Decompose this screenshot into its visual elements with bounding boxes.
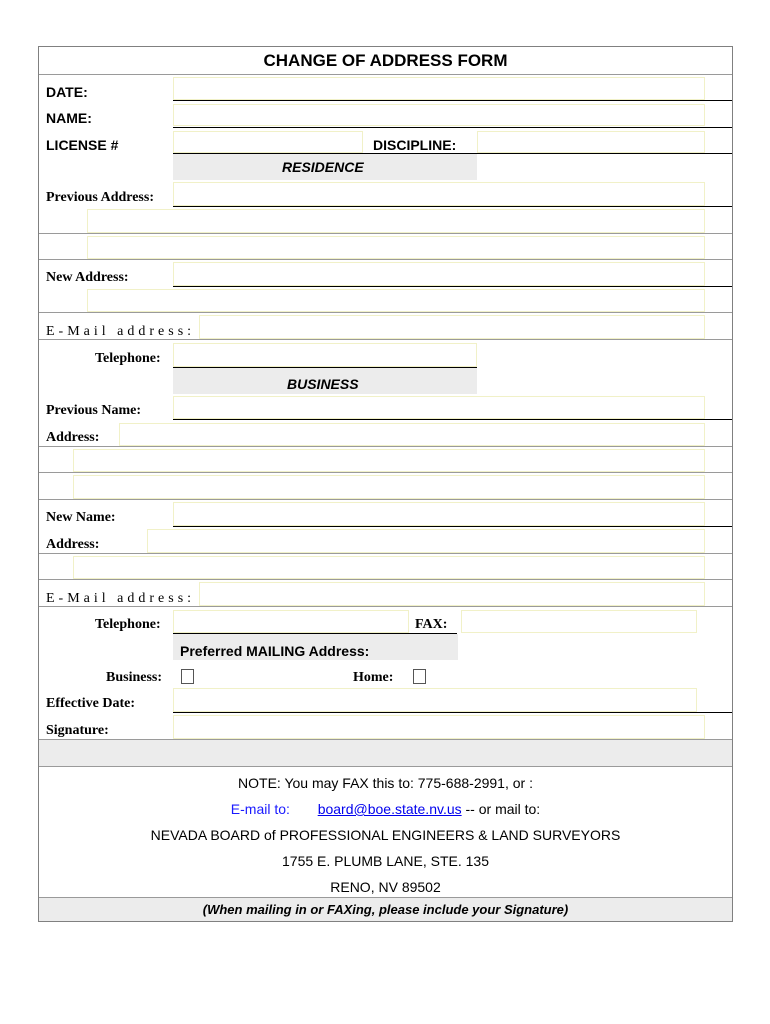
new-business-address-line2-field[interactable] [73, 556, 705, 579]
change-of-address-form [38, 46, 733, 922]
telephone-business-field[interactable] [173, 610, 409, 633]
new-business-address-label: Address: [46, 537, 100, 552]
org-name: NEVADA BOARD of PROFESSIONAL ENGINEERS & LAND SURVEYORS [150, 827, 621, 843]
preferred-mailing-label: Preferred MAILING Address: [180, 643, 370, 659]
previous-address-label: Previous Address: [46, 190, 154, 205]
name-field[interactable] [173, 104, 705, 126]
form-title: CHANGE OF ADDRESS FORM [263, 51, 508, 70]
discipline-label: DISCIPLINE: [373, 137, 457, 153]
previous-name-field[interactable] [173, 396, 705, 419]
email-residence-label: E-Mail address: [46, 324, 196, 339]
new-name-field[interactable] [173, 502, 705, 526]
home-option-label: Home: [353, 670, 394, 685]
new-address-line2-field[interactable] [87, 289, 705, 312]
effective-date-label: Effective Date: [46, 696, 136, 711]
business-option-label: Business: [106, 670, 163, 685]
new-business-address-field[interactable] [147, 529, 705, 553]
previous-business-address-field[interactable] [119, 423, 705, 446]
footer-note: (When mailing in or FAXing, please include your Signature) [202, 902, 569, 917]
license-field[interactable] [173, 131, 363, 153]
previous-business-address-label: Address: [46, 430, 100, 445]
email-business-field[interactable] [199, 582, 705, 606]
email-residence-field[interactable] [199, 315, 705, 339]
date-label: DATE: [46, 84, 88, 100]
previous-address-field[interactable] [173, 182, 705, 206]
home-checkbox[interactable] [413, 669, 426, 684]
email-business-label: E-Mail address: [46, 591, 196, 606]
email-prefix: E-mail to: [230, 801, 290, 817]
telephone-business-label: Telephone: [95, 617, 161, 632]
previous-address-line2-field[interactable] [87, 209, 705, 233]
note-email-line [39, 801, 732, 817]
previous-name-label: Previous Name: [46, 403, 141, 418]
effective-date-field[interactable] [173, 688, 697, 712]
new-name-label: New Name: [46, 510, 116, 525]
city-state-zip: RENO, NV 89502 [330, 879, 441, 895]
new-address-field[interactable] [173, 262, 705, 286]
email-suffix: -- or mail to: [465, 801, 541, 817]
signature-shaded-row [39, 740, 732, 766]
date-field[interactable] [173, 77, 705, 100]
new-address-label: New Address: [46, 270, 129, 285]
telephone-residence-field[interactable] [173, 343, 477, 367]
name-label: NAME: [46, 110, 92, 126]
license-label: LICENSE # [46, 137, 119, 153]
previous-business-address-line2-field[interactable] [73, 449, 705, 472]
business-checkbox[interactable] [181, 669, 194, 684]
email-link[interactable]: board@boe.state.nv.us [317, 801, 462, 817]
discipline-field[interactable] [477, 131, 705, 153]
fax-label: FAX: [415, 617, 448, 632]
signature-field[interactable] [173, 715, 705, 739]
signature-label: Signature: [46, 723, 109, 738]
fax-field[interactable] [461, 610, 697, 633]
previous-business-address-line3-field[interactable] [73, 475, 705, 499]
street-address: 1755 E. PLUMB LANE, STE. 135 [282, 853, 489, 869]
business-heading: BUSINESS [287, 376, 359, 392]
residence-heading: RESIDENCE [282, 159, 364, 175]
telephone-residence-label: Telephone: [95, 351, 161, 366]
previous-address-line3-field[interactable] [87, 236, 705, 259]
note-fax-line: NOTE: You may FAX this to: 775-688-2991, or : [238, 775, 533, 791]
